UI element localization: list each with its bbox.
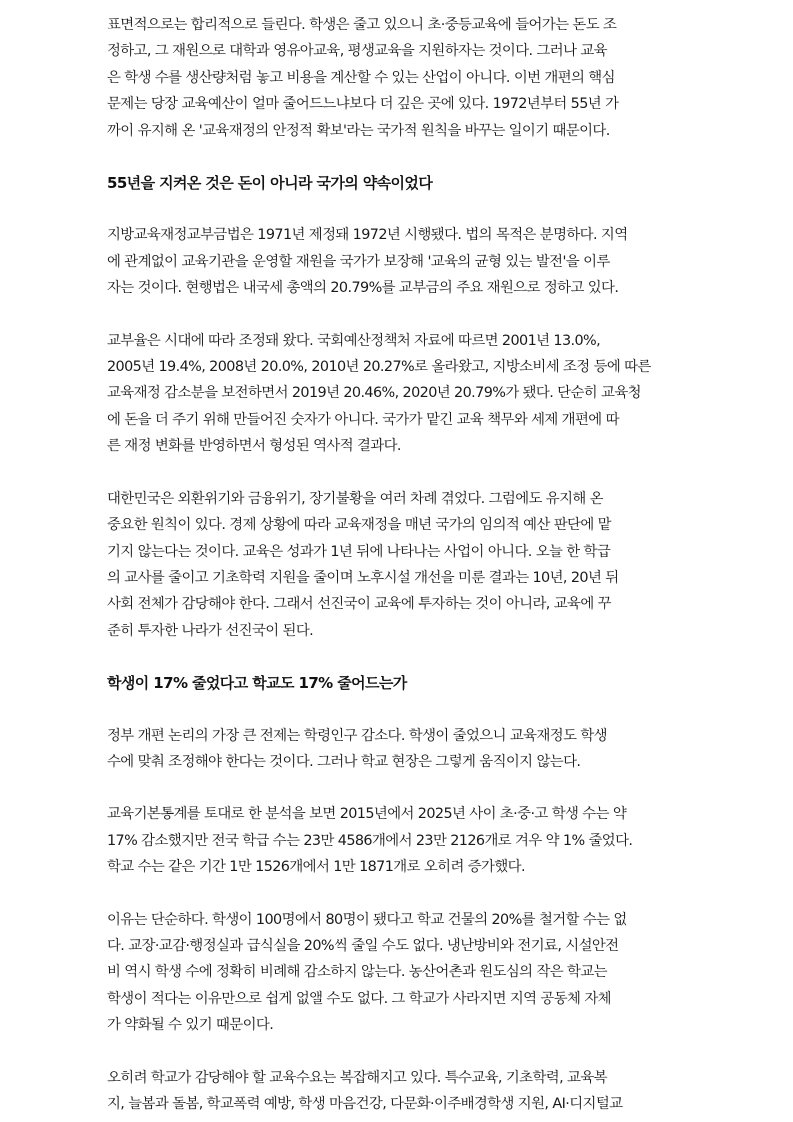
intro-paragraph (107, 12, 707, 144)
text-line: 다. 교장·교감·행정실과 급식실을 20%씩 줄일 수도 없다. 냉난방비와 전기료, 시설안전 (107, 937, 619, 954)
text-line: 교육재정 감소분을 보전하면서 2019년 20.46%, 2020년 20.79%가 됐다. 단순히 교육청 (107, 385, 641, 402)
text-line: 에 돈을 더 주기 위해 만들어진 숫자가 아니다. 국가가 맡긴 교육 책무와 세제 개편에 따 (107, 411, 619, 428)
text-line: 사회 전체가 감당해야 한다. 그래서 선진국이 교육에 투자하는 것이 아니라, 교육에 꾸 (107, 596, 611, 613)
text-line: 교부율은 시대에 따라 조정돼 왔다. 국회예산정책처 자료에 따르면 2001년 13.0%, (107, 332, 601, 349)
text-line: 자는 것이다. 현행법은 내국세 총액의 20.79%를 교부금의 주요 재원으로 정하고 있다. (107, 280, 619, 297)
text-line: 은 학생 수를 생산량처럼 놓고 비용을 계산할 수 있는 산업이 아니다. 이번 개편의 핵심 (107, 69, 615, 86)
text-line: 문제는 당장 교육예산이 얼마 줄어드느냐보다 더 깊은 곳에 있다. 1972년부터 55년 가 (107, 96, 619, 113)
text-line: 중요한 원칙이 있다. 경제 상황에 따라 교육재정을 매년 국가의 임의적 예산 판단에 맡 (107, 517, 611, 534)
text-line: 수에 맞춰 조정해야 한다는 것이다. 그러나 학교 현장은 그렇게 움직이지 않는다. (107, 753, 581, 770)
text-line: 표면적으로는 합리적으로 들린다. 학생은 줄고 있으니 초·중등교육에 들어가는 돈도 조 (107, 17, 617, 33)
text-line: 비 역시 학생 수에 정확히 비례해 감소하지 않는다. 농산어촌과 원도심의 작은 학교는 (107, 964, 607, 981)
text-line: 지방교육재정교부금법은 1971년 제정돼 1972년 시행됐다. 법의 목적은 분명하다. 지역 (107, 227, 628, 244)
text-line: 17% 감소했지만 전국 학급 수는 23만 4586개에서 23만 2126개로 겨우 약 1% 줄었다. (107, 832, 633, 849)
text-line: 2005년 19.4%, 2008년 20.0%, 2010년 20.27%로 올라왔고, 지방소비세 조정 등에 따른 (107, 359, 651, 376)
text-line: 지, 늘봄과 돌봄, 학교폭력 예방, 학생 마음건강, 다문화·이주배경학생 지원, AI·디지털교 (107, 1096, 623, 1112)
text-line: 정하고, 그 재원으로 대학과 영유아교육, 평생교육을 지원하자는 것이다. 그러나 교육 (107, 43, 607, 60)
text-line: 오히려 학교가 감당해야 할 교육수요는 복잡해지고 있다. 특수교육, 기초학력, 교육복 (107, 1069, 607, 1086)
paragraph (107, 1065, 707, 1118)
paragraph (107, 486, 707, 644)
paragraph (107, 723, 707, 776)
paragraph (107, 222, 707, 301)
text-line: 대한민국은 외환위기와 금융위기, 장기불황을 여러 차례 겪었다. 그럼에도 유지해 온 (107, 490, 603, 507)
paragraph (107, 328, 707, 460)
text-line: 정부 개편 논리의 가장 큰 전제는 학령인구 감소다. 학생이 줄었으니 교육재정도 학생 (107, 727, 607, 744)
text-line: 기지 않는다는 것이다. 교육은 성과가 1년 뒤에 나타나는 사업이 아니다. 오늘 한 학급 (107, 543, 611, 560)
paragraph (107, 907, 707, 1039)
text-line: 가 약화될 수 있기 때문이다. (107, 1017, 274, 1034)
text-line: 학교 수는 같은 기간 1만 1526개에서 1만 1871개로 오히려 증가했다. (107, 859, 525, 876)
section-heading-promise: 55년을 지켜온 것은 돈이 아니라 국가의 약속이었다 (107, 174, 433, 193)
text-line: 이유는 단순하다. 학생이 100명에서 80명이 됐다고 학교 건물의 20%를 철거할 수는 없 (107, 911, 627, 928)
text-line: 의 교사를 줄이고 기초학력 지원을 줄이며 노후시설 개선을 미룬 결과는 10년, 20년 뒤 (107, 569, 619, 586)
section-heading-students: 학생이 17% 줄었다고 학교도 17% 줄어드는가 (107, 674, 407, 693)
paragraph (107, 801, 707, 880)
text-line: 른 재정 변화를 반영하면서 형성된 역사적 결과다. (107, 438, 401, 455)
text-line: 교육기본통계를 토대로 한 분석을 보면 2015년에서 2025년 사이 초·중·고 학생 수는 약 (107, 806, 627, 823)
text-line: 까이 유지해 온 '교육재정의 안정적 확보'라는 국가적 원칙을 바꾸는 일이기 때문이다. (107, 122, 610, 139)
text-line: 에 관계없이 교육기관을 운영할 재원을 국가가 보장해 '교육의 균형 있는 발전'을 이루 (107, 253, 610, 270)
text-line: 학생이 적다는 이유만으로 쉽게 없앨 수도 없다. 그 학교가 사라지면 지역 공동체 자체 (107, 990, 611, 1007)
text-line: 준히 투자한 나라가 선진국이 된다. (107, 622, 314, 639)
